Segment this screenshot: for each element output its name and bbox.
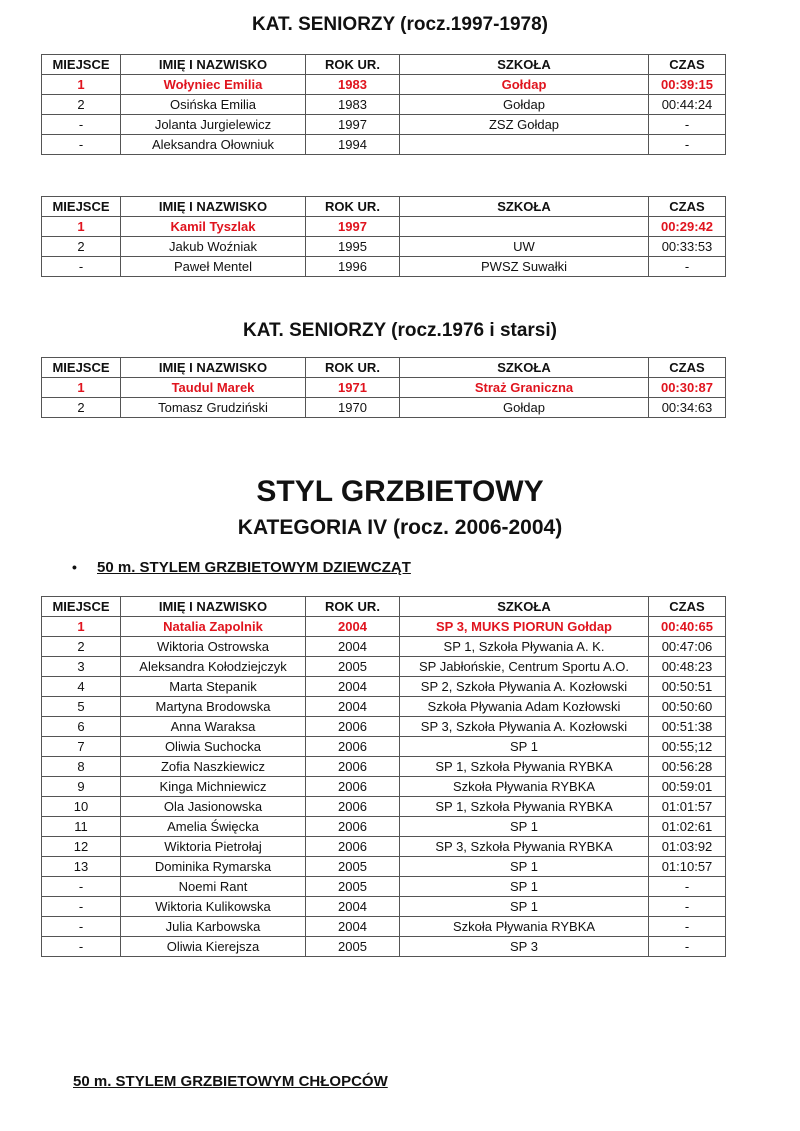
- cell-name: Ola Jasionowska: [121, 797, 306, 817]
- table-row: [42, 897, 726, 917]
- cell-year: 2004: [306, 697, 400, 717]
- cell-school: Gołdap: [400, 398, 649, 418]
- cell-place: -: [42, 115, 121, 135]
- bullet-icon: •: [72, 559, 77, 575]
- table-row: [42, 857, 726, 877]
- cell-school: SP 3, Szkoła Pływania A. Kozłowski: [400, 717, 649, 737]
- cell-school: Straż Graniczna: [400, 378, 649, 398]
- table-row: [42, 398, 726, 418]
- cell-place: -: [42, 877, 121, 897]
- cell-name: Oliwia Kierejsza: [121, 937, 306, 957]
- cell-place: -: [42, 135, 121, 155]
- cell-place: -: [42, 257, 121, 277]
- cell-time: -: [649, 917, 726, 937]
- header-time: CZAS: [649, 597, 726, 617]
- cell-year: 2006: [306, 837, 400, 857]
- cell-place: 7: [42, 737, 121, 757]
- cell-name: Zofia Naszkiewicz: [121, 757, 306, 777]
- header-year: ROK UR.: [306, 55, 400, 75]
- cell-school: SP 1, Szkoła Pływania RYBKA: [400, 757, 649, 777]
- cell-name: Natalia Zapolnik: [121, 617, 306, 637]
- table-row: [42, 378, 726, 398]
- cell-name: Osińska Emilia: [121, 95, 306, 115]
- cell-name: Wiktoria Ostrowska: [121, 637, 306, 657]
- header-time: CZAS: [649, 358, 726, 378]
- cell-school: Gołdap: [400, 75, 649, 95]
- header-school: SZKOŁA: [400, 55, 649, 75]
- cell-name: Jakub Woźniak: [121, 237, 306, 257]
- cell-school: Szkoła Pływania RYBKA: [400, 917, 649, 937]
- cell-year: 2005: [306, 857, 400, 877]
- cell-name: Kinga Michniewicz: [121, 777, 306, 797]
- table-row: [42, 75, 726, 95]
- cell-place: 1: [42, 378, 121, 398]
- cell-year: 2006: [306, 717, 400, 737]
- table-row: [42, 937, 726, 957]
- cell-place: -: [42, 917, 121, 937]
- cell-place: 2: [42, 637, 121, 657]
- table-header-row: [42, 358, 726, 378]
- header-school: SZKOŁA: [400, 197, 649, 217]
- cell-time: -: [649, 115, 726, 135]
- cell-school: SP 3, Szkoła Pływania RYBKA: [400, 837, 649, 857]
- cell-year: 2004: [306, 897, 400, 917]
- cell-school: SP 2, Szkoła Pływania A. Kozłowski: [400, 677, 649, 697]
- table-row: [42, 217, 726, 237]
- cell-year: 1995: [306, 237, 400, 257]
- cell-year: 2004: [306, 637, 400, 657]
- table-row: [42, 637, 726, 657]
- cell-place: -: [42, 937, 121, 957]
- cell-year: 2006: [306, 737, 400, 757]
- cell-time: 00:29:42: [649, 217, 726, 237]
- cell-time: -: [649, 937, 726, 957]
- cell-place: 12: [42, 837, 121, 857]
- header-year: ROK UR.: [306, 597, 400, 617]
- cell-time: 00:30:87: [649, 378, 726, 398]
- cell-school: ZSZ Gołdap: [400, 115, 649, 135]
- cell-name: Taudul Marek: [121, 378, 306, 398]
- category-title-seniors-1997-1978: KAT. SENIORZY (rocz.1997-1978): [251, 14, 548, 35]
- results-table-seniors-older: [41, 357, 726, 418]
- cell-place: 2: [42, 398, 121, 418]
- cell-place: 3: [42, 657, 121, 677]
- cell-year: 2004: [306, 617, 400, 637]
- cell-name: Julia Karbowska: [121, 917, 306, 937]
- event-heading-boys: 50 m. STYLEM GRZBIETOWYM CHŁOPCÓW: [73, 1073, 388, 1090]
- cell-place: 1: [42, 75, 121, 95]
- cell-place: 4: [42, 677, 121, 697]
- cell-name: Martyna Brodowska: [121, 697, 306, 717]
- cell-year: 1983: [306, 75, 400, 95]
- cell-school: SP 1: [400, 857, 649, 877]
- cell-school: SP 1: [400, 897, 649, 917]
- cell-year: 2006: [306, 777, 400, 797]
- cell-year: 2005: [306, 877, 400, 897]
- cell-name: Aleksandra Kołodziejczyk: [121, 657, 306, 677]
- header-time: CZAS: [649, 55, 726, 75]
- header-name: IMIĘ I NAZWISKO: [121, 597, 306, 617]
- table-row: [42, 677, 726, 697]
- header-name: IMIĘ I NAZWISKO: [121, 358, 306, 378]
- cell-time: 00:50:60: [649, 697, 726, 717]
- cell-school: PWSZ Suwałki: [400, 257, 649, 277]
- table-header-row: [42, 597, 726, 617]
- cell-time: 01:10:57: [649, 857, 726, 877]
- table-row: [42, 237, 726, 257]
- table-row: [42, 917, 726, 937]
- header-place: MIEJSCE: [42, 358, 121, 378]
- cell-place: 11: [42, 817, 121, 837]
- cell-time: 00:47:06: [649, 637, 726, 657]
- cell-year: 1983: [306, 95, 400, 115]
- cell-time: 00:59:01: [649, 777, 726, 797]
- table-header-row: [42, 55, 726, 75]
- header-school: SZKOŁA: [400, 358, 649, 378]
- cell-school: SP 3, MUKS PIORUN Gołdap: [400, 617, 649, 637]
- cell-year: 1997: [306, 217, 400, 237]
- cell-place: 2: [42, 237, 121, 257]
- cell-place: 5: [42, 697, 121, 717]
- cell-time: 00:40:65: [649, 617, 726, 637]
- cell-time: 00:50:51: [649, 677, 726, 697]
- table-row: [42, 657, 726, 677]
- cell-name: Noemi Rant: [121, 877, 306, 897]
- header-time: CZAS: [649, 197, 726, 217]
- cell-year: 2006: [306, 757, 400, 777]
- cell-time: 00:34:63: [649, 398, 726, 418]
- table-header-row: [42, 197, 726, 217]
- cell-time: 00:51:38: [649, 717, 726, 737]
- table-row: [42, 797, 726, 817]
- cell-year: 2005: [306, 937, 400, 957]
- cell-place: 1: [42, 217, 121, 237]
- cell-school: UW: [400, 237, 649, 257]
- cell-place: 9: [42, 777, 121, 797]
- cell-time: -: [649, 897, 726, 917]
- cell-time: 00:48:23: [649, 657, 726, 677]
- cell-name: Wołyniec Emilia: [121, 75, 306, 95]
- cell-school: SP Jabłońskie, Centrum Sportu A.O.: [400, 657, 649, 677]
- cell-time: 00:55;12: [649, 737, 726, 757]
- cell-year: 2004: [306, 677, 400, 697]
- cell-school: Gołdap: [400, 95, 649, 115]
- cell-time: 00:56:28: [649, 757, 726, 777]
- results-table-seniors-women: [41, 54, 726, 155]
- category-title-seniors-1976-older: KAT. SENIORZY (rocz.1976 i starsi): [243, 320, 557, 341]
- cell-year: 2006: [306, 797, 400, 817]
- cell-name: Wiktoria Kulikowska: [121, 897, 306, 917]
- table-row: [42, 717, 726, 737]
- cell-place: 2: [42, 95, 121, 115]
- cell-time: 00:44:24: [649, 95, 726, 115]
- cell-name: Oliwia Suchocka: [121, 737, 306, 757]
- cell-name: Wiktoria Pietrołaj: [121, 837, 306, 857]
- cell-name: Tomasz Grudziński: [121, 398, 306, 418]
- cell-school: Szkoła Pływania RYBKA: [400, 777, 649, 797]
- cell-year: 1994: [306, 135, 400, 155]
- cell-year: 1996: [306, 257, 400, 277]
- cell-school: [400, 217, 649, 237]
- cell-name: Marta Stepanik: [121, 677, 306, 697]
- table-row: [42, 257, 726, 277]
- cell-time: 00:33:53: [649, 237, 726, 257]
- header-place: MIEJSCE: [42, 55, 121, 75]
- table-row: [42, 817, 726, 837]
- cell-school: [400, 135, 649, 155]
- cell-name: Paweł Mentel: [121, 257, 306, 277]
- cell-time: -: [649, 257, 726, 277]
- table-row: [42, 697, 726, 717]
- cell-place: 10: [42, 797, 121, 817]
- header-name: IMIĘ I NAZWISKO: [121, 55, 306, 75]
- table-row: [42, 135, 726, 155]
- cell-school: SP 1: [400, 817, 649, 837]
- cell-school: SP 1, Szkoła Pływania A. K.: [400, 637, 649, 657]
- cell-year: 2006: [306, 817, 400, 837]
- cell-name: Aleksandra Ołowniuk: [121, 135, 306, 155]
- cell-time: 01:03:92: [649, 837, 726, 857]
- cell-name: Jolanta Jurgielewicz: [121, 115, 306, 135]
- cell-place: 6: [42, 717, 121, 737]
- cell-year: 1997: [306, 115, 400, 135]
- cell-time: 01:02:61: [649, 817, 726, 837]
- cell-time: 01:01:57: [649, 797, 726, 817]
- table-row: [42, 115, 726, 135]
- header-school: SZKOŁA: [400, 597, 649, 617]
- header-name: IMIĘ I NAZWISKO: [121, 197, 306, 217]
- results-table-backstroke-girls: [41, 596, 726, 957]
- cell-name: Amelia Święcka: [121, 817, 306, 837]
- header-place: MIEJSCE: [42, 597, 121, 617]
- cell-place: 13: [42, 857, 121, 877]
- cell-year: 1970: [306, 398, 400, 418]
- cell-year: 2005: [306, 657, 400, 677]
- cell-name: Kamil Tyszlak: [121, 217, 306, 237]
- header-year: ROK UR.: [306, 358, 400, 378]
- cell-school: SP 1: [400, 877, 649, 897]
- table-row: [42, 737, 726, 757]
- cell-time: -: [649, 877, 726, 897]
- header-year: ROK UR.: [306, 197, 400, 217]
- event-heading-girls: 50 m. STYLEM GRZBIETOWYM DZIEWCZĄT: [97, 559, 411, 576]
- cell-place: 8: [42, 757, 121, 777]
- cell-time: -: [649, 135, 726, 155]
- table-row: [42, 837, 726, 857]
- cell-time: 00:39:15: [649, 75, 726, 95]
- table-row: [42, 777, 726, 797]
- results-table-seniors-men: [41, 196, 726, 277]
- cell-school: SP 1: [400, 737, 649, 757]
- cell-school: SP 1, Szkoła Pływania RYBKA: [400, 797, 649, 817]
- category-subtitle: KATEGORIA IV (rocz. 2006-2004): [237, 516, 563, 539]
- cell-name: Dominika Rymarska: [121, 857, 306, 877]
- cell-school: Szkoła Pływania Adam Kozłowski: [400, 697, 649, 717]
- cell-place: 1: [42, 617, 121, 637]
- table-row: [42, 877, 726, 897]
- table-row: [42, 617, 726, 637]
- cell-place: -: [42, 897, 121, 917]
- cell-year: 1971: [306, 378, 400, 398]
- cell-school: SP 3: [400, 937, 649, 957]
- style-title: STYL GRZBIETOWY: [256, 475, 544, 508]
- cell-name: Anna Waraksa: [121, 717, 306, 737]
- table-row: [42, 95, 726, 115]
- header-place: MIEJSCE: [42, 197, 121, 217]
- table-row: [42, 757, 726, 777]
- cell-year: 2004: [306, 917, 400, 937]
